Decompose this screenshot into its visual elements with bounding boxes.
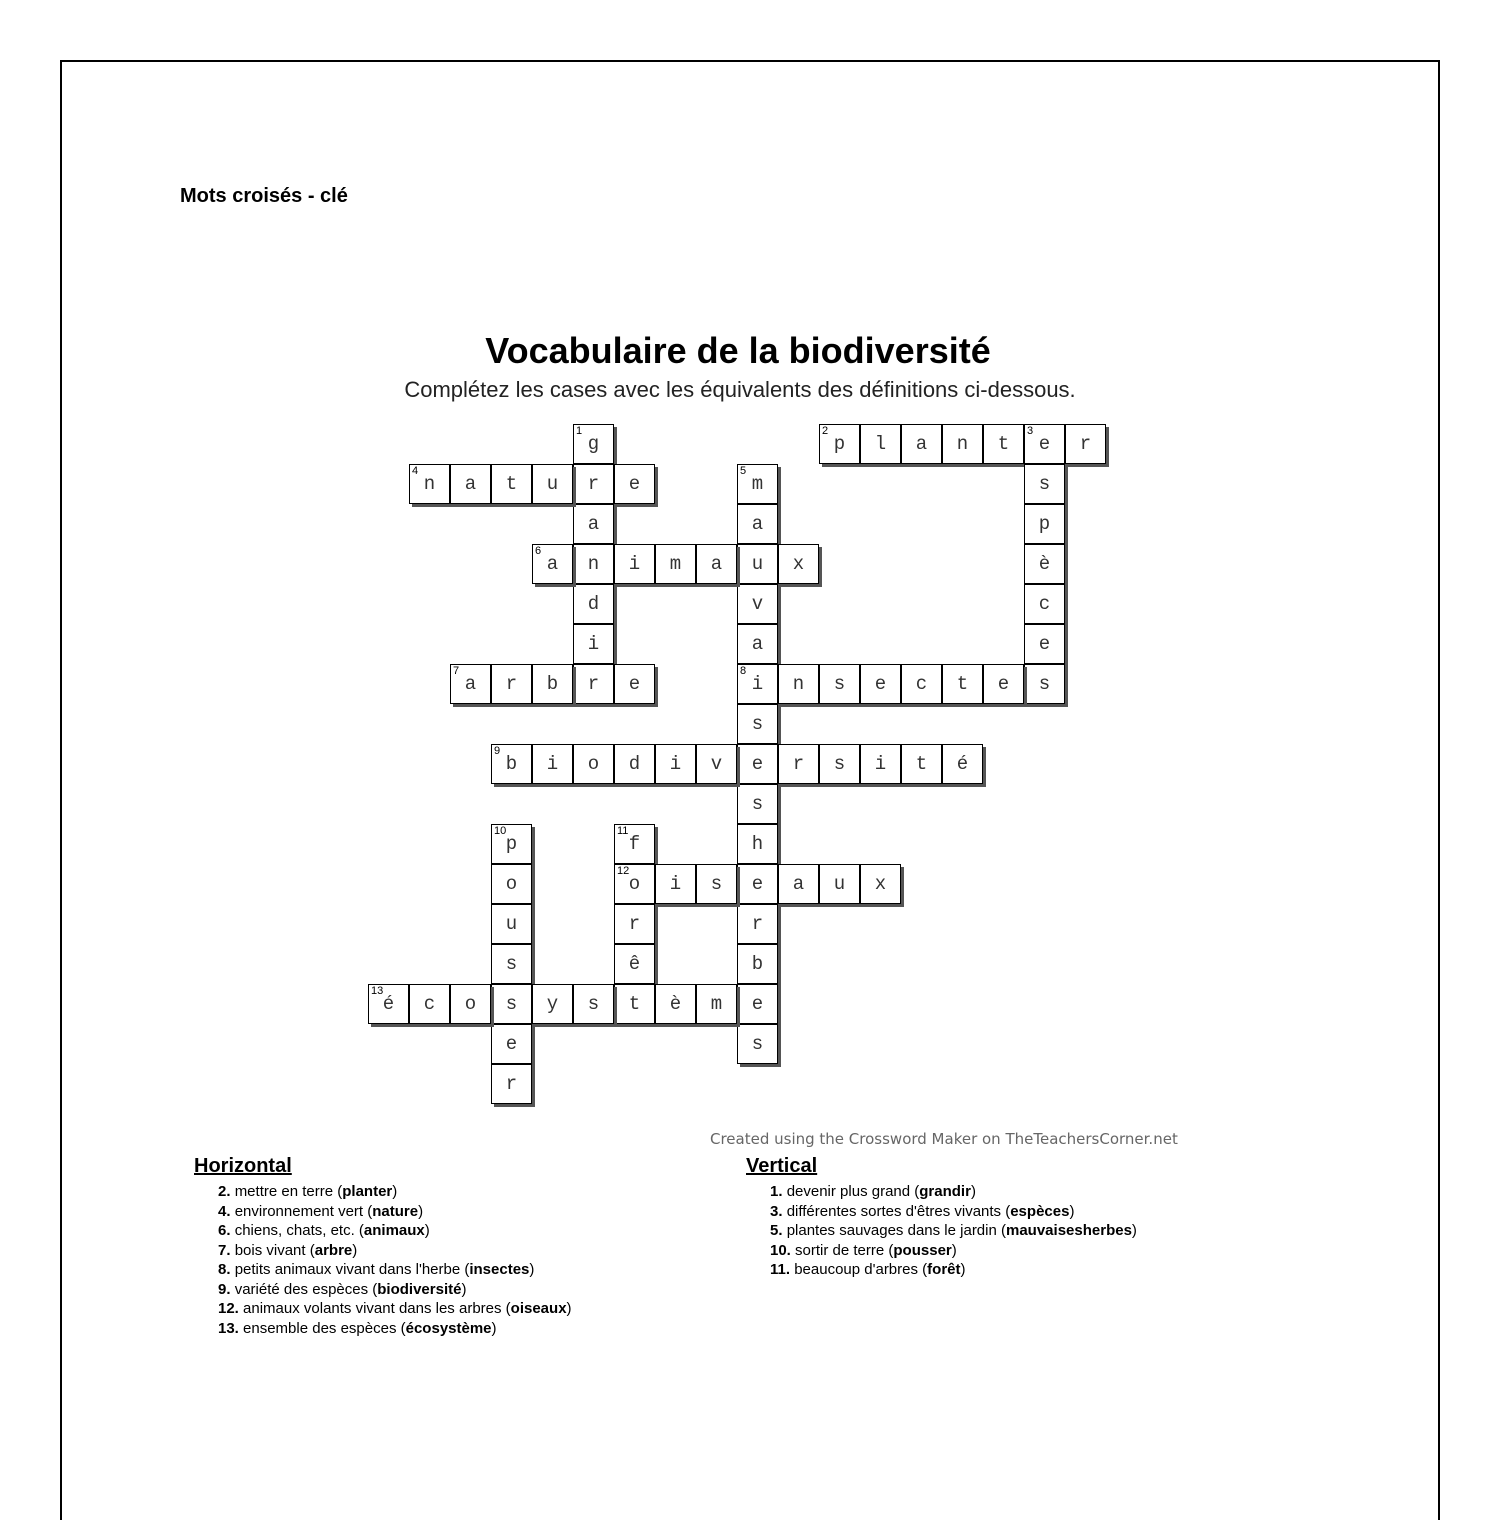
cell-letter: s	[751, 793, 764, 815]
clue-item-answer: mauvaisesherbes	[1006, 1222, 1132, 1239]
clue-item-close: )	[461, 1280, 467, 1298]
grid-cell	[614, 904, 655, 944]
clue-item-number: 2.	[218, 1183, 235, 1200]
grid-cell	[491, 984, 532, 1024]
clue-item-text: petits animaux vivant dans l'herbe (	[234, 1261, 470, 1278]
grid-cell	[983, 664, 1024, 704]
cell-letter: b	[505, 753, 518, 775]
grid-cell	[737, 944, 778, 984]
cell-letter: b	[751, 953, 764, 975]
grid-cell	[696, 744, 737, 784]
cell-letter: è	[669, 993, 682, 1015]
grid-cell	[573, 664, 614, 704]
cell-letter: a	[915, 433, 928, 455]
grid-cell	[655, 984, 696, 1024]
clue-item-number: 12.	[218, 1300, 244, 1317]
grid-cell	[737, 824, 778, 864]
clue-number: 10	[494, 825, 507, 837]
clue-item-close: )	[352, 1241, 358, 1259]
cell-letter: c	[915, 673, 928, 695]
cell-letter: m	[669, 553, 682, 575]
cell-letter: e	[997, 673, 1010, 695]
cell-letter: e	[505, 1033, 518, 1055]
clue-number: 13	[371, 985, 384, 997]
grid-cell	[614, 944, 655, 984]
grid-cell	[696, 544, 737, 584]
grid-cell	[573, 424, 614, 464]
cell-letter: f	[628, 833, 641, 855]
clue-item-answer: insectes	[469, 1261, 530, 1278]
clue-item-text: différentes sortes d'êtres vivants (	[786, 1202, 1011, 1220]
grid-cell	[491, 1024, 532, 1064]
cell-letter: s	[833, 753, 846, 775]
grid-cell	[819, 744, 860, 784]
document-heading: Mots croisés - clé	[180, 185, 348, 207]
grid-cell	[901, 424, 942, 464]
cell-letter: v	[710, 753, 723, 775]
clue-item-text: environnement vert (	[234, 1202, 373, 1220]
cell-letter: s	[751, 713, 764, 735]
cell-letter: p	[1038, 513, 1051, 535]
cell-letter: p	[833, 433, 846, 455]
clue-item-answer: grandir	[919, 1183, 971, 1200]
cell-letter: s	[833, 673, 846, 695]
grid-cell	[409, 464, 450, 504]
grid-cell	[491, 664, 532, 704]
cell-letter: i	[587, 633, 600, 655]
grid-cell	[737, 744, 778, 784]
grid-cell	[491, 944, 532, 984]
cell-letter: r	[628, 913, 641, 935]
clue-item-answer: planter	[342, 1183, 393, 1200]
cell-letter: r	[505, 673, 518, 695]
clue-item-number: 1.	[770, 1183, 787, 1200]
grid-cell	[1024, 464, 1065, 504]
grid-cell	[860, 664, 901, 704]
cell-letter: o	[628, 873, 641, 895]
cell-letter: r	[1079, 433, 1092, 455]
clue-item-number: 13.	[218, 1319, 244, 1337]
cell-letter: a	[464, 673, 477, 695]
cell-letter: n	[587, 553, 600, 575]
cell-letter: m	[751, 473, 764, 495]
clue-item-text: devenir plus grand (	[786, 1183, 920, 1200]
grid-cell	[696, 864, 737, 904]
clue-item	[218, 1299, 572, 1319]
grid-cell	[491, 464, 532, 504]
cell-letter: s	[505, 993, 518, 1015]
grid-cell	[942, 664, 983, 704]
grid-cell	[614, 544, 655, 584]
cell-letter: ê	[628, 953, 641, 975]
cell-letter: s	[751, 1033, 764, 1055]
grid-cell	[860, 424, 901, 464]
grid-cell	[860, 744, 901, 784]
grid-cell	[532, 544, 573, 584]
cell-letter: n	[956, 433, 969, 455]
clue-item-answer: oiseaux	[510, 1300, 567, 1317]
grid-cell	[778, 664, 819, 704]
cell-letter: i	[628, 553, 641, 575]
cell-letter: a	[792, 873, 805, 895]
grid-cell	[737, 464, 778, 504]
cell-letter: e	[751, 753, 764, 775]
clue-item-number: 11.	[770, 1261, 795, 1278]
grid-cell	[532, 984, 573, 1024]
cell-letter: è	[1038, 553, 1051, 575]
grid-cell	[819, 664, 860, 704]
grid-cell	[737, 784, 778, 824]
clue-item-number: 10.	[770, 1241, 796, 1259]
cell-letter: x	[874, 873, 887, 895]
cell-letter: e	[1038, 433, 1051, 455]
grid-cell	[655, 544, 696, 584]
grid-cell	[614, 464, 655, 504]
cell-letter: u	[833, 873, 846, 895]
clue-number: 7	[453, 665, 460, 677]
cell-letter: d	[628, 753, 641, 775]
cell-letter: u	[505, 913, 518, 935]
clue-number: 8	[740, 665, 747, 677]
clue-number: 5	[740, 465, 747, 477]
clue-item-close: )	[424, 1222, 430, 1239]
cell-letter: t	[505, 473, 518, 495]
grid-cell	[737, 504, 778, 544]
grid-cell	[573, 984, 614, 1024]
clue-number: 11	[617, 825, 629, 837]
cell-letter: a	[587, 513, 600, 535]
clue-item-answer: pousser	[893, 1241, 952, 1259]
grid-cell	[491, 744, 532, 784]
clue-item-number: 5.	[770, 1222, 787, 1239]
clue-number: 2	[822, 425, 829, 437]
clue-item	[218, 1182, 572, 1202]
clue-item	[218, 1280, 572, 1300]
clue-item-close: )	[491, 1319, 497, 1337]
grid-cell	[778, 864, 819, 904]
cell-letter: o	[587, 753, 600, 775]
grid-cell	[368, 984, 409, 1024]
cell-letter: e	[751, 993, 764, 1015]
clue-item-answer: forêt	[927, 1261, 961, 1278]
cell-letter: l	[874, 433, 887, 455]
grid-cell	[532, 464, 573, 504]
grid-cell	[614, 824, 655, 864]
clue-number: 12	[617, 865, 630, 877]
clue-item-close: )	[418, 1202, 424, 1220]
clue-item-answer: nature	[372, 1202, 419, 1220]
cell-letter: o	[505, 873, 518, 895]
cell-letter: e	[874, 673, 887, 695]
clue-item	[218, 1319, 572, 1339]
grid-cell	[573, 744, 614, 784]
cell-letter: m	[710, 993, 723, 1015]
grid-cell	[696, 984, 737, 1024]
grid-cell	[573, 544, 614, 584]
clue-item-text: chiens, chats, etc. (	[234, 1222, 364, 1239]
grid-cell	[860, 864, 901, 904]
grid-cell	[1024, 504, 1065, 544]
clue-item-text: sortir de terre (	[795, 1241, 894, 1259]
cell-letter: n	[792, 673, 805, 695]
cell-letter: s	[1038, 673, 1051, 695]
cell-letter: i	[546, 753, 559, 775]
clues-down-section	[746, 1155, 1137, 1280]
grid-cell	[901, 664, 942, 704]
clue-item-close: )	[960, 1261, 966, 1278]
clue-item-answer: écosystème	[405, 1319, 492, 1337]
grid-cell	[573, 584, 614, 624]
grid-cell	[737, 624, 778, 664]
grid-cell	[1065, 424, 1106, 464]
cell-letter: c	[1038, 593, 1051, 615]
grid-cell	[737, 584, 778, 624]
cell-letter: i	[751, 673, 764, 695]
grid-cell	[1024, 584, 1065, 624]
cell-letter: d	[587, 593, 600, 615]
clue-item-text: mettre en terre (	[234, 1183, 343, 1200]
grid-cell	[819, 424, 860, 464]
cell-letter: s	[587, 993, 600, 1015]
clue-item-answer: biodiversité	[377, 1280, 462, 1298]
clue-item	[218, 1221, 572, 1241]
cell-letter: e	[751, 873, 764, 895]
clue-item	[218, 1241, 572, 1261]
grid-cell	[532, 744, 573, 784]
clues-across-section	[194, 1155, 572, 1338]
cell-letter: b	[546, 673, 559, 695]
cell-letter: o	[464, 993, 477, 1015]
clue-number: 6	[535, 545, 542, 557]
grid-cell	[942, 424, 983, 464]
cell-letter: a	[464, 473, 477, 495]
clue-number: 3	[1027, 425, 1034, 437]
grid-cell	[614, 744, 655, 784]
grid-cell	[655, 744, 696, 784]
cell-letter: r	[587, 473, 600, 495]
cell-letter: v	[751, 593, 764, 615]
cell-letter: e	[628, 473, 641, 495]
clue-number: 9	[494, 745, 501, 757]
grid-cell	[614, 984, 655, 1024]
cell-letter: r	[792, 753, 805, 775]
cell-letter: p	[505, 833, 518, 855]
clue-item	[770, 1260, 1137, 1280]
clue-item-close: )	[566, 1300, 572, 1317]
grid-cell	[942, 744, 983, 784]
clue-item-number: 4.	[218, 1202, 235, 1220]
clue-item-number: 9.	[218, 1280, 235, 1298]
cell-letter: h	[751, 833, 764, 855]
grid-cell	[491, 1064, 532, 1104]
grid-cell	[450, 664, 491, 704]
grid-cell	[901, 744, 942, 784]
credit-line: Created using the Crossword Maker on TheTeachersCorner.net	[710, 1130, 1178, 1148]
clue-item	[218, 1202, 572, 1222]
clue-item-answer: animaux	[363, 1222, 425, 1239]
clue-item-text: variété des espèces (	[234, 1280, 378, 1298]
cell-letter: é	[382, 993, 395, 1015]
clue-item-text: beaucoup d'arbres (	[794, 1261, 928, 1278]
grid-cell	[737, 904, 778, 944]
cell-letter: i	[669, 753, 682, 775]
grid-cell	[983, 424, 1024, 464]
cell-letter: a	[751, 633, 764, 655]
cell-letter: i	[874, 753, 887, 775]
clue-item-close: )	[1131, 1222, 1137, 1239]
grid-cell	[1024, 424, 1065, 464]
grid-cell	[450, 464, 491, 504]
grid-cell	[614, 664, 655, 704]
grid-cell	[1024, 544, 1065, 584]
clue-item	[770, 1202, 1137, 1222]
clues-down-heading: Vertical	[746, 1155, 818, 1177]
cell-letter: r	[587, 673, 600, 695]
grid-cell	[1024, 664, 1065, 704]
cell-letter: t	[956, 673, 969, 695]
clue-item	[770, 1182, 1137, 1202]
cell-letter: a	[710, 553, 723, 575]
clue-number: 4	[412, 465, 419, 477]
grid-cell	[450, 984, 491, 1024]
cell-letter: c	[423, 993, 436, 1015]
grid-cell	[1024, 624, 1065, 664]
grid-cell	[737, 544, 778, 584]
puzzle-title: Vocabulaire de la biodiversité	[485, 330, 991, 371]
clue-item-text: animaux volants vivant dans les arbres (	[243, 1300, 511, 1317]
clue-item-close: )	[951, 1241, 957, 1259]
cell-letter: i	[669, 873, 682, 895]
grid-cell	[491, 864, 532, 904]
clue-item-number: 8.	[218, 1261, 235, 1278]
grid-cell	[778, 544, 819, 584]
cell-letter: u	[546, 473, 559, 495]
grid-cell	[491, 824, 532, 864]
clue-item-close: )	[529, 1261, 535, 1278]
cell-letter: e	[628, 673, 641, 695]
clue-item-text: ensemble des espèces (	[243, 1319, 406, 1337]
clue-item-text: bois vivant (	[234, 1241, 315, 1259]
clues-down-list	[746, 1182, 1137, 1280]
grid-cell	[737, 664, 778, 704]
cell-letter: x	[792, 553, 805, 575]
cell-letter: t	[628, 993, 641, 1015]
clue-item-text: plantes sauvages dans le jardin (	[786, 1222, 1006, 1239]
cell-letter: n	[423, 473, 436, 495]
cell-letter: é	[956, 753, 969, 775]
clue-item-answer: espèces	[1010, 1202, 1070, 1220]
cell-letter: y	[546, 993, 559, 1015]
grid-cell	[737, 984, 778, 1024]
clue-number: 1	[576, 425, 583, 437]
clue-item	[770, 1221, 1137, 1241]
clue-item	[770, 1241, 1137, 1261]
grid-cell	[737, 704, 778, 744]
grid-cell	[655, 864, 696, 904]
cell-letter: r	[505, 1073, 518, 1095]
clue-item-number: 3.	[770, 1202, 787, 1220]
cell-letter: t	[915, 753, 928, 775]
cell-letter: s	[710, 873, 723, 895]
grid-cell	[491, 904, 532, 944]
clue-item-close: )	[970, 1183, 976, 1200]
clue-item	[218, 1260, 572, 1280]
clue-item-number: 6.	[218, 1222, 235, 1239]
cell-letter: t	[997, 433, 1010, 455]
grid-cell	[573, 624, 614, 664]
cell-letter: u	[751, 553, 764, 575]
grid-cell	[778, 744, 819, 784]
cell-letter: s	[1038, 473, 1051, 495]
cell-letter: s	[505, 953, 518, 975]
cell-letter: e	[1038, 633, 1051, 655]
clues-across-heading: Horizontal	[194, 1155, 292, 1177]
cell-letter: r	[751, 913, 764, 935]
grid-cell	[532, 664, 573, 704]
cell-letter: g	[587, 433, 600, 455]
cell-letter: a	[546, 553, 559, 575]
grid-cell	[819, 864, 860, 904]
clue-item-close: )	[392, 1183, 398, 1200]
cell-letter: a	[751, 513, 764, 535]
grid-cell	[737, 1024, 778, 1064]
clue-item-close: )	[1069, 1202, 1075, 1220]
grid-cell	[573, 464, 614, 504]
clues-across-list	[194, 1182, 572, 1338]
puzzle-instructions: Complétez les cases avec les équivalents des définitions ci-dessous.	[404, 377, 1076, 402]
grid-cell	[409, 984, 450, 1024]
grid-cell	[614, 864, 655, 904]
grid-cell	[573, 504, 614, 544]
clue-item-answer: arbre	[314, 1241, 353, 1259]
clue-item-number: 7.	[218, 1241, 235, 1259]
grid-cell	[737, 864, 778, 904]
